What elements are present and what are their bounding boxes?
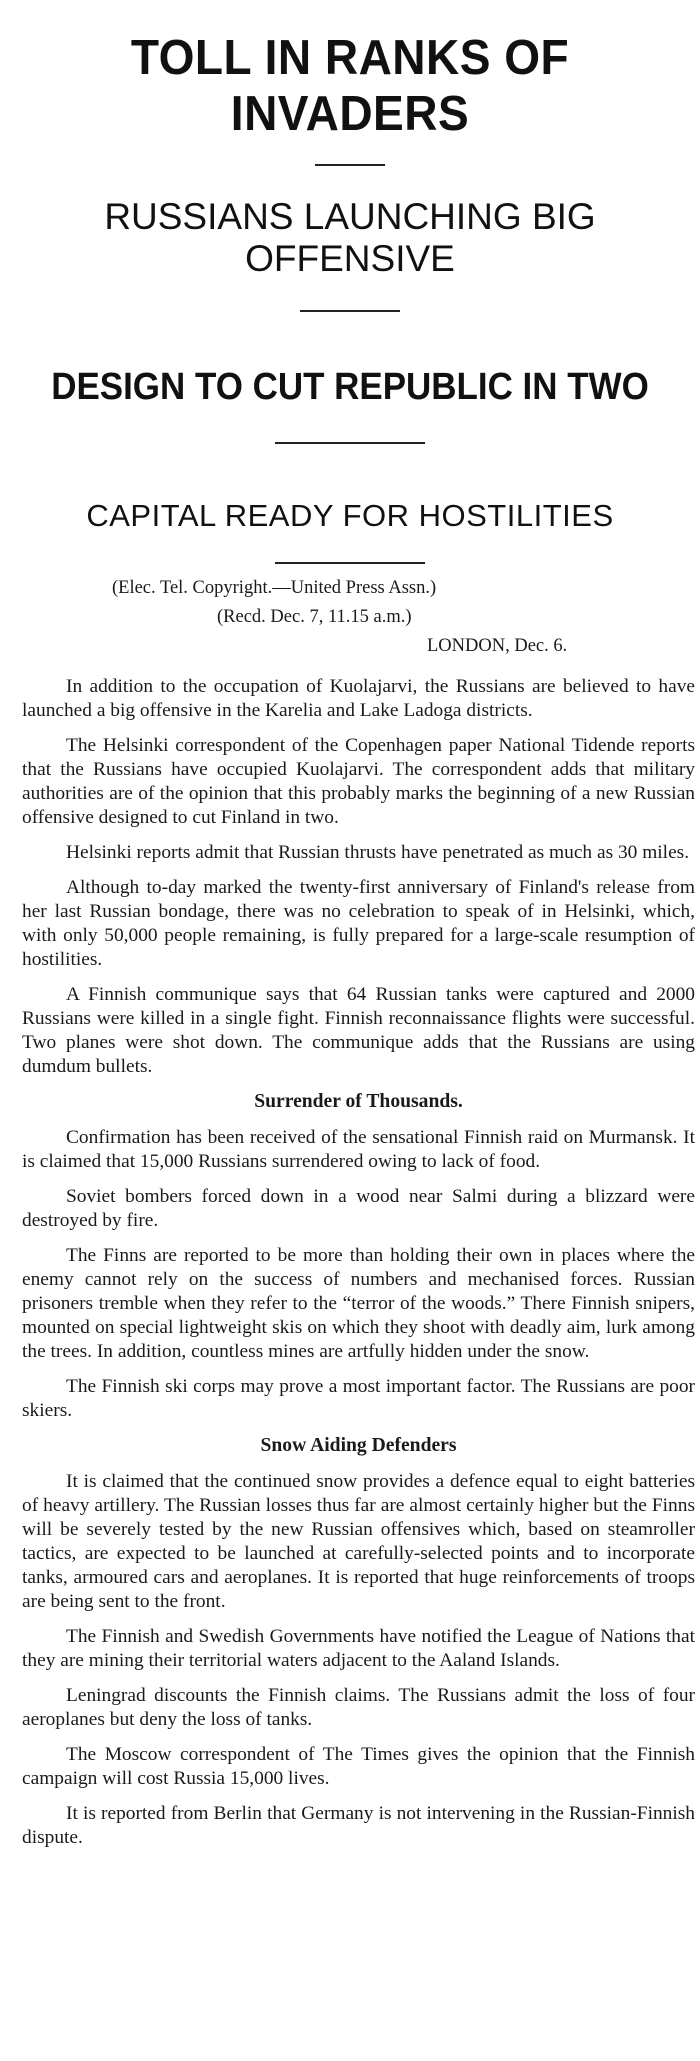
paragraph: In addition to the occupation of Kuolajarvi, the Russians are believed to have launched a big offensive in the Karelia and Lake Ladoga districts.	[22, 676, 695, 721]
article-body	[0, 675, 700, 1850]
paragraph: Confirmation has been received of the sensational Finnish raid on Murmansk. It is claimed that 15,000 Russians surrendered owing to lack of food.	[22, 1127, 695, 1172]
paragraph: It is reported from Berlin that Germany is not intervening in the Russian-Finnish dispute.	[22, 1803, 695, 1848]
paragraph: Leningrad discounts the Finnish claims. The Russians admit the loss of four aeroplanes but deny the loss of tanks.	[22, 1685, 695, 1730]
place-date-line: LONDON, Dec. 6.	[427, 636, 568, 656]
received-line: (Recd. Dec. 7, 11.15 a.m.)	[217, 607, 412, 627]
paragraph: The Finns are reported to be more than holding their own in places where the enemy cannot rely on the success of numbers and mechanised forces. Russian prisoners tremble when they refer to the “terror of the woods.” There Finnish snipers, mounted on special lightweight skis on which they shoot with deadly aim, lurk among the trees. In addition, countless mines are artfully hidden under the snow.	[22, 1245, 695, 1362]
dateline	[0, 574, 700, 661]
paragraph: Soviet bombers forced down in a wood near Salmi during a blizzard were destroyed by fire.	[22, 1186, 695, 1231]
headline-fourth: CAPITAL READY FOR HOSTILITIES	[86, 498, 614, 533]
paragraph: Helsinki reports admit that Russian thrusts have penetrated as much as 30 miles.	[66, 842, 690, 863]
divider-rule	[275, 562, 425, 564]
paragraph: The Finnish and Swedish Governments have notified the League of Nations that they are mining their territorial waters adjacent to the Aaland Islands.	[22, 1626, 695, 1671]
divider-rule	[315, 164, 385, 166]
headline-second: RUSSIANS LAUNCHING BIG OFFENSIVE	[104, 196, 596, 279]
headline-third: DESIGN TO CUT REPUBLIC IN TWO	[51, 366, 649, 408]
paragraph: It is claimed that the continued snow provides a defence equal to eight batteries of heavy artillery. The Russian losses thus far are almost certainly higher but the Finns will be severely tested by the new Russian offensives which, based on steamroller tactics, are expected to be launched at carefully-selected points and to incorporate tanks, armoured cars and aeroplanes. It is reported that huge reinforcements of troops are being sent to the front.	[22, 1471, 695, 1612]
paragraph: A Finnish communique says that 64 Russian tanks were captured and 2000 Russians were killed in a single fight. Finnish reconnaissance flights were successful. Two planes were shot down. The communique adds that the Russians are using dumdum bullets.	[22, 984, 695, 1077]
paragraph: The Helsinki correspondent of the Copenhagen paper National Tidende reports that the Russians have occupied Kuolajarvi. The correspondent adds that military authorities are of the opinion that this probably marks the beginning of a new Russian offensive designed to cut Finland in two.	[22, 735, 695, 828]
copyright-line: (Elec. Tel. Copyright.—United Press Assn.)	[112, 578, 437, 598]
divider-rule	[300, 310, 400, 312]
paragraph: The Moscow correspondent of The Times gives the opinion that the Finnish campaign will cost Russia 15,000 lives.	[22, 1744, 695, 1789]
paragraph: The Finnish ski corps may prove a most important factor. The Russians are poor skiers.	[22, 1376, 695, 1421]
divider-rule	[275, 442, 425, 444]
headline-main: TOLL IN RANKS OF INVADERS	[130, 31, 570, 141]
paragraph: Although to-day marked the twenty-first anniversary of Finland's release from her last Russian bondage, there was no celebration to speak of in Helsinki, which, with only 50,000 people remaining, is fully prepared for a large-scale resumption of hostilities.	[22, 877, 695, 970]
subheading: Surrender of Thousands.	[254, 1091, 463, 1112]
subheading: Snow Aiding Defenders	[260, 1435, 457, 1456]
